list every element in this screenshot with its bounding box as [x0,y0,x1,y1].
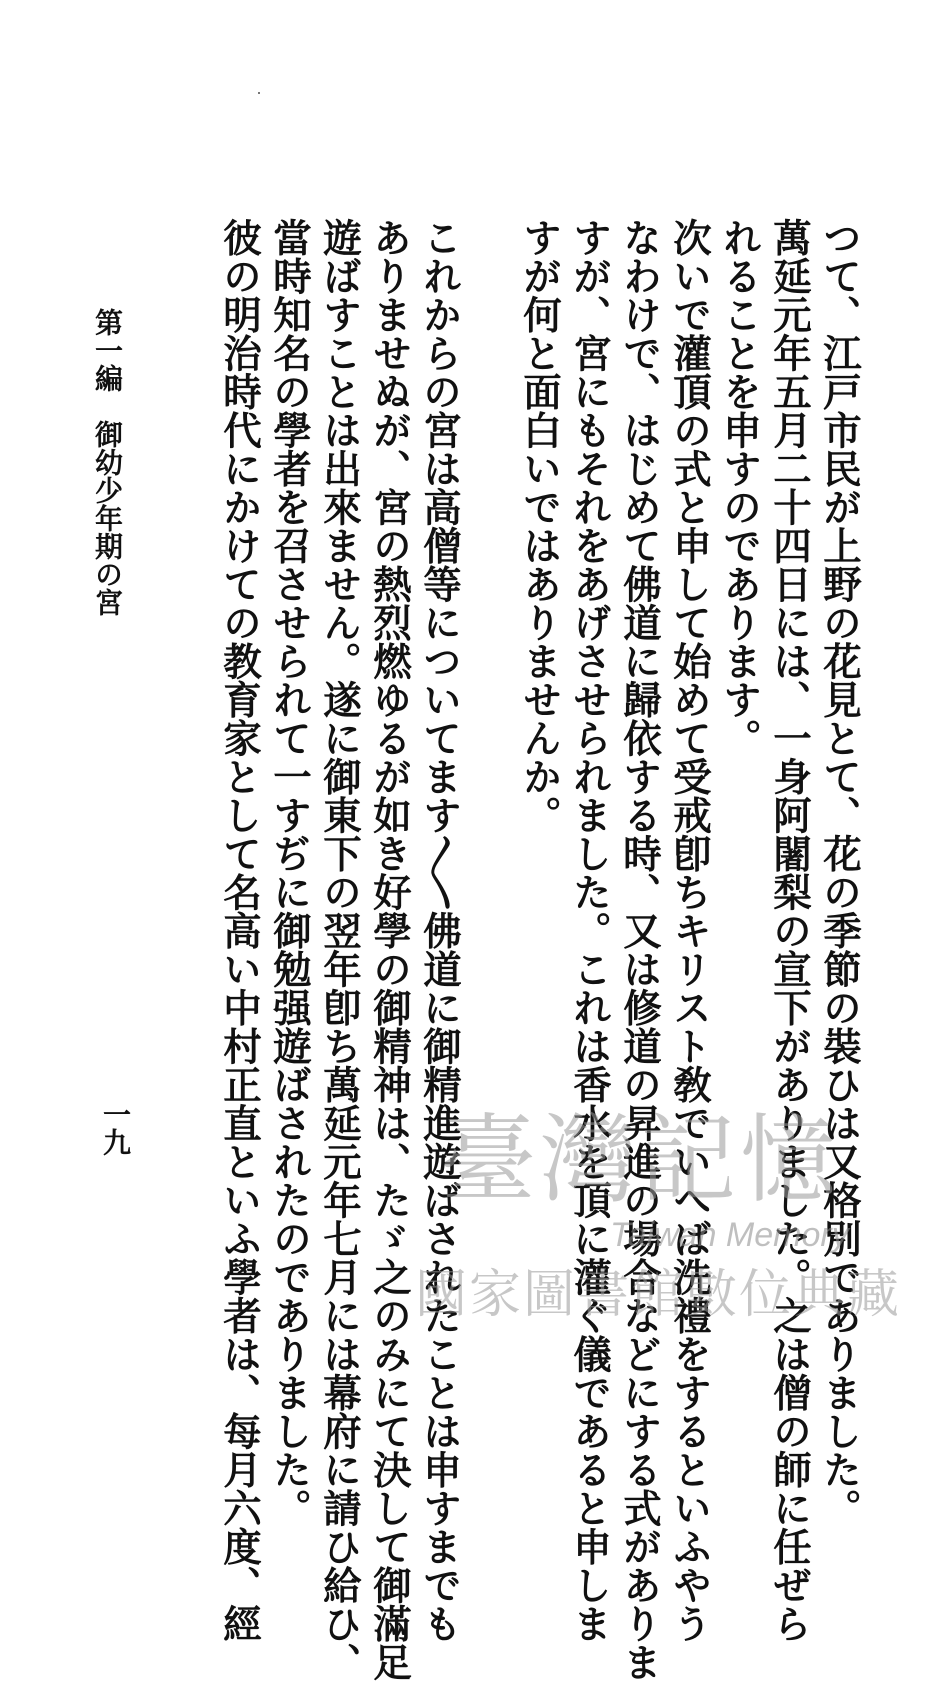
page-speck [258,92,260,94]
text-column-5: なわけで、はじめて佛道に歸依する時、又は修道の昇進の場合などにする式がありま [617,218,662,1681]
text-column-3: れることを申すのであります。 [717,218,762,757]
page-number: 一九 [99,1100,132,1156]
running-head: 第一編 御幼少年期の宮 [91,308,124,616]
text-column-1: つて、江戸市民が上野の花見とて、花の季節の裝ひは又格別でありました。 [817,218,862,1527]
text-column-6: すが、宮にもそれをあげさせられました。これは香水を頂に灌ぐ儀であると申しま [567,218,612,1643]
text-column-8: これからの宮は高僧等についてます〳〵佛道に御精進遊ばされたことは申すまでも [417,218,462,1643]
watermark-organization: 國家圖書館數位典藏 [415,1265,902,1325]
text-column-12: 彼の明治時代にかけての教育家として名高い中村正直といふ學者は、每月六度、經 [217,218,262,1643]
watermark-title: 臺灣記憶 [440,1104,840,1216]
text-column-4: 次いで灌頂の式と申して始めて受戒卽ちキリスト敎でいへば洗禮をするといふやう [667,218,712,1643]
text-column-2: 萬延元年五月二十四日には、一身阿闍梨の宣下がありました。之は僧の師に任ぜら [767,218,812,1643]
text-column-11: 當時知名の學者を召させられて一すぢに御勉强遊ばされたのでありました。 [267,218,312,1527]
text-column-10: 遊ばすことは出來ません。遂に御東下の翌年卽ち萬延元年七月には幕府に請ひ給ひ、 [317,218,362,1681]
text-column-7: すが何と面白いではありませんか。 [517,218,562,834]
watermark [410,1104,902,1365]
watermark-subtitle: Taiwan Memory [610,1216,849,1254]
text-column-9: ありませぬが、宮の熱烈燃ゆるが如き好學の御精神は、たゞ之のみにて決して御滿足 [367,218,412,1681]
